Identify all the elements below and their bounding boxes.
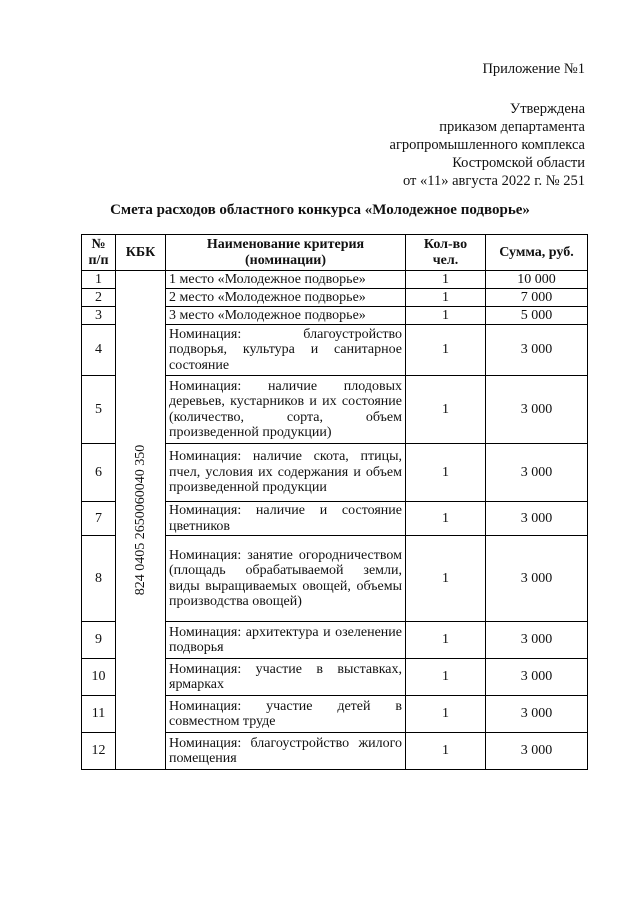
header-num (82, 235, 116, 271)
header-qty-line2: чел. (432, 252, 459, 268)
appendix-label: Приложение №1 (482, 61, 585, 77)
row-sum: 3 000 (486, 622, 588, 659)
row-qty: 1 (406, 733, 486, 770)
row-num: 1 (82, 271, 116, 289)
row-name: Номинация: участие в выставках, ярмарках (166, 659, 406, 696)
row-name: Номинация: наличие плодовых деревьев, кустарников и их состояние (количество, сорта, объем произведенной продукции) (166, 376, 406, 444)
row-num: 8 (82, 536, 116, 622)
kbk-cell (116, 271, 166, 770)
row-num: 9 (82, 622, 116, 659)
table-header-row (82, 235, 588, 271)
row-sum: 3 000 (486, 659, 588, 696)
row-name: 2 место «Молодежное подворье» (166, 289, 406, 307)
row-qty: 1 (406, 502, 486, 536)
row-qty: 1 (406, 696, 486, 733)
header-name-line2: (номинации) (245, 252, 326, 268)
row-num: 6 (82, 444, 116, 502)
header-qty (406, 235, 486, 271)
header-num-line2: п/п (88, 252, 109, 268)
row-num: 10 (82, 659, 116, 696)
row-qty: 1 (406, 289, 486, 307)
row-qty: 1 (406, 622, 486, 659)
row-name: Номинация: занятие огородничеством (площадь обрабатываемой земли, виды выращиваемых овощей, объемы производства овощей) (166, 536, 406, 622)
row-sum: 10 000 (486, 271, 588, 289)
row-qty: 1 (406, 307, 486, 325)
row-name: Номинация: наличие и состояние цветников (166, 502, 406, 536)
row-qty: 1 (406, 325, 486, 376)
row-num: 7 (82, 502, 116, 536)
row-sum: 3 000 (486, 325, 588, 376)
row-num: 5 (82, 376, 116, 444)
row-sum: 3 000 (486, 444, 588, 502)
header-num-line1: № (91, 236, 106, 252)
row-num: 2 (82, 289, 116, 307)
header-name (166, 235, 406, 271)
row-name: Номинация: участие детей в совместном труде (166, 696, 406, 733)
row-sum: 5 000 (486, 307, 588, 325)
row-qty: 1 (406, 536, 486, 622)
approval-line: Костромской области (452, 155, 585, 171)
approval-line: от «11» августа 2022 г. № 251 (403, 173, 585, 189)
header-qty-line1: Кол-во (423, 236, 468, 252)
approval-header (390, 60, 585, 190)
row-sum: 3 000 (486, 376, 588, 444)
row-name: Номинация: благоустройство жилого помещения (166, 733, 406, 770)
row-sum: 7 000 (486, 289, 588, 307)
table-row (82, 271, 588, 289)
row-qty: 1 (406, 659, 486, 696)
row-sum: 3 000 (486, 733, 588, 770)
row-name: Номинация: архитектура и озеленение подворья (166, 622, 406, 659)
row-num: 3 (82, 307, 116, 325)
estimate-table (81, 234, 588, 770)
kbk-value: 824 0405 2650060040 350 (132, 444, 148, 596)
row-sum: 3 000 (486, 696, 588, 733)
row-name: 1 место «Молодежное подворье» (166, 271, 406, 289)
row-num: 4 (82, 325, 116, 376)
row-qty: 1 (406, 271, 486, 289)
row-name: 3 место «Молодежное подворье» (166, 307, 406, 325)
header-name-line1: Наименование критерия (206, 236, 365, 252)
header-sum: Сумма, руб. (486, 235, 588, 271)
header-kbk: КБК (116, 235, 166, 271)
approval-line: агропромышленного комплекса (389, 137, 585, 153)
row-qty: 1 (406, 444, 486, 502)
row-num: 11 (82, 696, 116, 733)
approval-line: Утверждена (509, 101, 585, 117)
row-name: Номинация: благоустройство подворья, культура и санитарное состояние (166, 325, 406, 376)
row-num: 12 (82, 733, 116, 770)
row-sum: 3 000 (486, 502, 588, 536)
document-title: Смета расходов областного конкурса «Молодежное подворье» (110, 202, 530, 218)
row-name: Номинация: наличие скота, птицы, пчел, условия их содержания и объем произведенной продукции (166, 444, 406, 502)
row-qty: 1 (406, 376, 486, 444)
approval-line: приказом департамента (439, 119, 585, 135)
row-sum: 3 000 (486, 536, 588, 622)
